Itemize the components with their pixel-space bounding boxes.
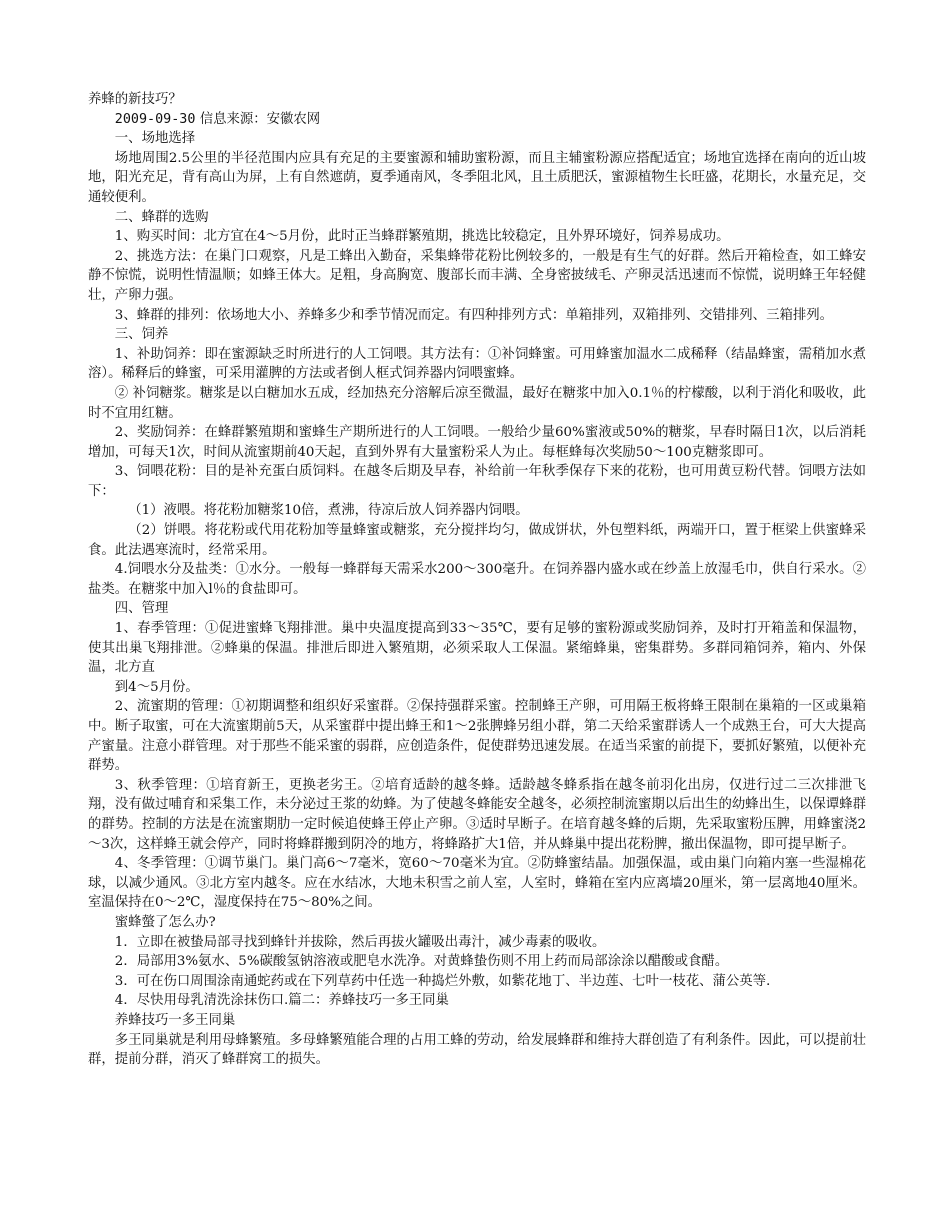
paragraph: 3、秋季管理：①培育新王，更换老劣王。②培育适龄的越冬蜂。适龄越冬蜂系指在越冬前羽化出房，仅进行过二三次排泄飞翔，没有做过哺育和采集工作，未分泌过王浆的幼蜂。为了使越冬蜂能安全越冬，必须控制流蜜期以后出生的幼蜂出生，以保谭蜂群的群势。控制的方法是在流蜜期肋一定时候追使蜂王停止产卵。③适时早断子。在培育越冬蜂的后期，先采取蜜粉压脾，用蜂蜜浇2～3次，这样蜂王就会停产，同时将蜂群搬到阴冷的地方，将蜂路扩大1倍，并从蜂巢中提出花粉脾，撤出保温物，即可提早断子。 xyxy=(88,777,866,852)
section-heading: 三、饲养 xyxy=(114,327,169,343)
paragraph: 1．立即在被蛰局部寻找到蜂针并拔除，然后再拔火罐吸出毒汁，减少毒素的吸收。 xyxy=(114,934,606,950)
paragraph: 1、春季管理：①促进蜜蜂飞翔排泄。巢中央温度提高到33～35℃，要有足够的蜜粉源或奖励饲养，及时打开箱盖和保温物，使其出巢飞翔排泄。②蜂巢的保温。排泄后即进入繁殖期，必须采取人工保温。紧缩蜂巢，密集群势。多群同箱饲养，箱内、外保温，北方直 xyxy=(88,621,866,676)
paragraph: 多王同巢就是利用母蜂繁殖。多母蜂繁殖能合理的占用工蜂的劳动，给发展蜂群和维持大群创造了有利条件。因此，可以提前壮群，提前分群，消灭了蜂群窝工的损失。 xyxy=(88,1032,866,1068)
paragraph: 2．局部用3%氨水、5%碳酸氢钠溶液或肥皂水洗净。对黄蜂蛰伤则不用上药而局部涂涂以醋酸或食醋。 xyxy=(114,954,729,970)
section-heading: 二、蜂群的选购 xyxy=(114,209,209,225)
document-body xyxy=(88,90,866,1070)
doc-title: 养蜂的新技巧？ xyxy=(88,92,182,107)
doc-source: 信息来源：安徽农网 xyxy=(199,111,321,127)
paragraph: 4.饲喂水分及盐类：①水分。一般每一蜂群每天需采水200～300毫升。在饲养器内盛水或在纱盖上放湿毛巾，供自行采水。②盐类。在糖浆中加入l％的食盐即可。 xyxy=(88,562,866,597)
paragraph: 4．尽快用母乳清洗涂抹伤口.篇二：养蜂技巧一多王同巢 xyxy=(114,993,449,1009)
section-heading: 养蜂技巧一多王同巢 xyxy=(114,1012,236,1028)
paragraph: 2、流蜜期的管理：①初期调整和组织好采蜜群。②保持强群采蜜。控制蜂王产卵，可用隔王板将蜂王限制在巢箱的一区或巢箱中。断子取蜜，可在大流蜜期前5天，从采蜜群中提出蜂王和1～2张脾蜂另组小群，第二天给采蜜群诱人一个成熟王台，可大大提高产蜜量。注意小群管理。对于那些不能采蜜的弱群，应创造条件，促使群势迅速发展。在适当采蜜的前提下，要抓好繁殖，以便补充群势。 xyxy=(88,699,866,774)
paragraph: 到4～5月份。 xyxy=(114,679,199,695)
paragraph: 3、饲喂花粉：目的是补充蛋白质饲料。在越冬后期及早春，补给前一年秋季保存下来的花粉，也可用黄豆粉代替。饲喂方法如下： xyxy=(88,464,866,499)
paragraph: 2、奖励饲养：在蜂群繁殖期和蜜蜂生产期所进行的人工饲喂。一般给少量60%蜜液或50%的糖浆，早春时隔日1次，以后消耗增加，可每天1次，时间从流蜜期前40天起，直到外界有大量蜜粉采人为止。每框蜂每次奖励50～100克糖浆即可。 xyxy=(88,425,866,460)
paragraph: （1）液喂。将花粉加糖浆10倍，煮沸，待凉后放人饲养器内饲喂。 xyxy=(128,503,529,519)
paragraph: 3．可在伤口周围涂南通蛇药或在下列草药中任选一种捣烂外敷，如紫花地丁、半边莲、七叶一枝花、蒲公英等． xyxy=(114,973,780,989)
paragraph: ② 补饲糖浆。糖浆是以白糖加水五成，经加热充分溶解后凉至微温，最好在糖浆中加入0.1％的柠檬酸，以利于消化和吸收，此时不宜用红糖。 xyxy=(88,385,866,421)
section-heading: 一、场地选择 xyxy=(114,131,196,147)
paragraph: 3、蜂群的排列：依场地大小、养蜂多少和季节情况而定。有四种排列方式：单箱排列，双箱排列、交错排列、三箱排列。 xyxy=(114,307,834,323)
paragraph: （2）饼喂。将花粉或代用花粉加等量蜂蜜或糖浆，充分搅拌均匀，做成饼状，外包塑料纸，两端开口，置于框梁上供蜜蜂采食。此法遇寒流时，经常采用。 xyxy=(88,523,866,558)
section-heading: 四、管理 xyxy=(114,601,169,617)
paragraph: 4、冬季管理：①调节巢门。巢门高6～7毫米，宽60～70毫米为宜。②防蜂蜜结晶。加强保温，或由巢门向箱内塞一些湿棉花球，以减少通风。③北方室内越冬。应在水结冰，大地未积雪之前人室，人室时，蜂箱在室内应离墙20厘米，第一层离地40厘米。室温保持在0～2℃，湿度保持在75～80%之间。 xyxy=(88,856,866,911)
paragraph: 1、购买时间：北方宜在4～5月份，此时正当蜂群繁殖期，挑选比较稳定，且外界环境好，饲养易成功。 xyxy=(114,229,730,245)
paragraph: 2、挑选方法：在巢门口观察，凡是工蜂出入勤奋，采集蜂带花粉比例较多的，一般是有生气的好群。然后开箱检查，如工蜂安静不惊慌，说明性情温顺；如蜂王体大。足粗，身高胸宽、腹部长而丰满、全身密披绒毛、产卵灵活迅速而不惊慌，说明蜂王年轻健壮，产卵力强。 xyxy=(88,248,866,303)
doc-date: 2009-09-30 xyxy=(114,111,196,127)
section-heading: 蜜蜂螫了怎么办? xyxy=(114,914,216,930)
paragraph: 场地周围2.5公里的半径范围内应具有充足的主要蜜源和辅助蜜粉源，而且主辅蜜粉源应搭配适宜；场地宜选择在南向的近山坡地，阳光充足，背有高山为屏，上有自然遮荫，夏季通南风，冬季阻北风，且土质肥沃，蜜源植物生长旺盛，花期长，水量充足，交通较便利。 xyxy=(88,150,866,205)
doc-meta xyxy=(88,110,866,130)
paragraph: 1、补助饲养：即在蜜源缺乏时所进行的人工饲喂。其方法有：①补饲蜂蜜。可用蜂蜜加温水二成稀释（结晶蜂蜜，需稍加水煮溶）。稀释后的蜂蜜，可采用灌脾的方法或者倒人框式饲养器内饲喂蜜蜂。 xyxy=(88,346,866,382)
